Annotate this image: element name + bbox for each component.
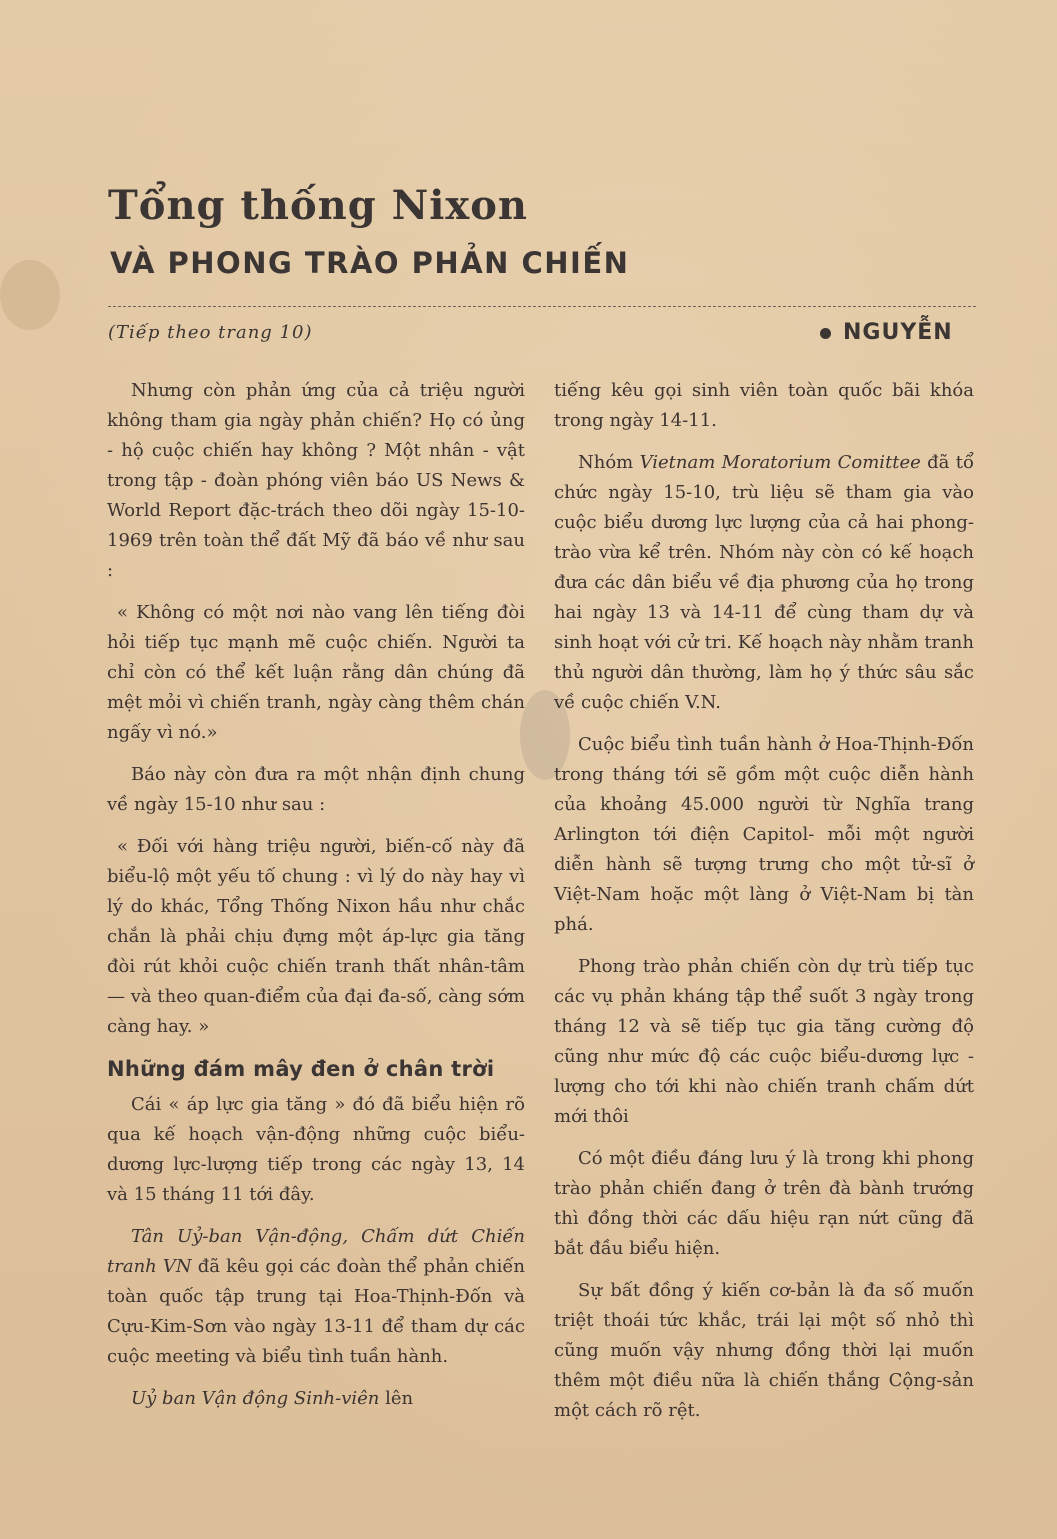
continued-from-note: (Tiếp theo trang 10) [108,322,313,343]
right-column [554,376,974,1438]
paragraph [107,1222,525,1372]
organization-name: Uỷ ban Vận động Sinh-viên [131,1388,380,1409]
organization-name: Tân Uỷ-ban Vận-động, Chấm dứt Chiến tranh VN [107,1226,525,1277]
paragraph: Cái « áp lực gia tăng » đó đã biểu hiện rõ qua kế hoạch vận-động những cuộc biểu-dương lực-lượng tiếp trong các ngày 13, 14 và 15 tháng 11 tới đây. [107,1094,525,1205]
paragraph-text: Nhóm [578,452,640,473]
author-name: NGUYỄN [843,320,953,345]
paragraph-text: đã tổ chức ngày 15-10, trù liệu sẽ tham gia vào cuộc biểu dương lực lượng của cả hai phong-trào vừa kể trên. Nhóm này còn có kế hoạch đưa các dân biểu về địa phương của họ trong hai ngày 13 và 14-11 để cùng tham dự và sinh hoạt với cử tri. Kế hoạch này nhằm tranh thủ người dân thường, làm họ ý thức sâu sắc về cuộc chiến V.N. [554,452,974,713]
bullet-icon [820,328,831,339]
quote-paragraph: « Không có một nơi nào vang lên tiếng đòi hỏi tiếp tục mạnh mẽ cuộc chiến. Người ta chỉ còn có thể kết luận rằng dân chúng đã mệt mỏi vì chiến tranh, ngày càng thêm chán ngấy vì nó.» [107,602,525,743]
paragraph: Báo này còn đưa ra một nhận định chung về ngày 15-10 như sau : [107,764,525,815]
article-subtitle: VÀ PHONG TRÀO PHẢN CHIẾN [110,246,630,280]
paragraph: Có một điều đáng lưu ý là trong khi phong trào phản chiến đang ở trên đà bành trướng thì đồng thời các dấu hiệu rạn nứt cũng đã bắt đầu biểu hiện. [554,1148,974,1259]
left-column [107,376,525,1426]
article-title: Tổng thống Nixon [108,182,529,229]
paragraph: Sự bất đồng ý kiến cơ-bản là đa số muốn triệt thoái tức khắc, trái lại một số nhỏ thì cũng muốn vậy nhưng đồng thời lại muốn thêm một điều nữa là chiến thắng Cộng-sản một cách rõ rệt. [554,1280,974,1421]
paragraph: tiếng kêu gọi sinh viên toàn quốc bãi khóa trong ngày 14-11. [554,380,974,431]
paragraph: Phong trào phản chiến còn dự trù tiếp tục các vụ phản kháng tập thể suốt 3 ngày trong tháng 12 và sẽ tiếp tục gia tăng cường độ cũng như mức độ các cuộc biểu-dương lực - lượng cho tới khi nào chiến tranh chấm dứt mới thôi [554,956,974,1127]
paragraph: Cuộc biểu tình tuần hành ở Hoa-Thịnh-Đốn trong tháng tới sẽ gồm một cuộc diễn hành của khoảng 45.000 người từ Nghĩa trang Arlington tới điện Capitol- mỗi một người diễn hành sẽ tượng trưng cho một tử-sĩ ở Việt-Nam hoặc một làng ở Việt-Nam bị tàn phá. [554,734,974,935]
paragraph-text: lên [379,1388,414,1409]
paragraph [107,1384,525,1414]
paragraph-text: đã kêu gọi các đoàn thể phản chiến toàn quốc tập trung tại Hoa-Thịnh-Đốn và Cựu-Kim-Sơn vào ngày 13-11 để tham dự các cuộc meeting và biểu tình tuần hành. [107,1256,525,1367]
author-byline [820,320,953,345]
quote-paragraph: « Đối với hàng triệu người, biến-cố này đã biểu-lộ một yếu tố chung : vì lý do này hay vì lý do khác, Tổng Thống Nixon hầu như chắc chắn là phải chịu đựng một áp-lực gia tăng đòi rút khỏi cuộc chiến tranh thất nhân-tâm — và theo quan-điểm của đại đa-số, càng sớm càng hay. » [107,836,525,1037]
paragraph: Nhưng còn phản ứng của cả triệu người không tham gia ngày phản chiến? Họ có ủng - hộ cuộc chiến hay không ? Một nhân - vật trong tập - đoàn phóng viên báo US News & World Report đặc-trách theo dõi ngày 15-10-1969 trên toàn thể đất Mỹ đã báo về như sau : [107,380,525,581]
title-divider [108,306,976,307]
paragraph [554,448,974,718]
section-heading: Những đám mây đen ở chân trời [107,1057,495,1081]
paper-stain [0,260,60,330]
organization-name: Vietnam Moratorium Comittee [639,452,921,473]
